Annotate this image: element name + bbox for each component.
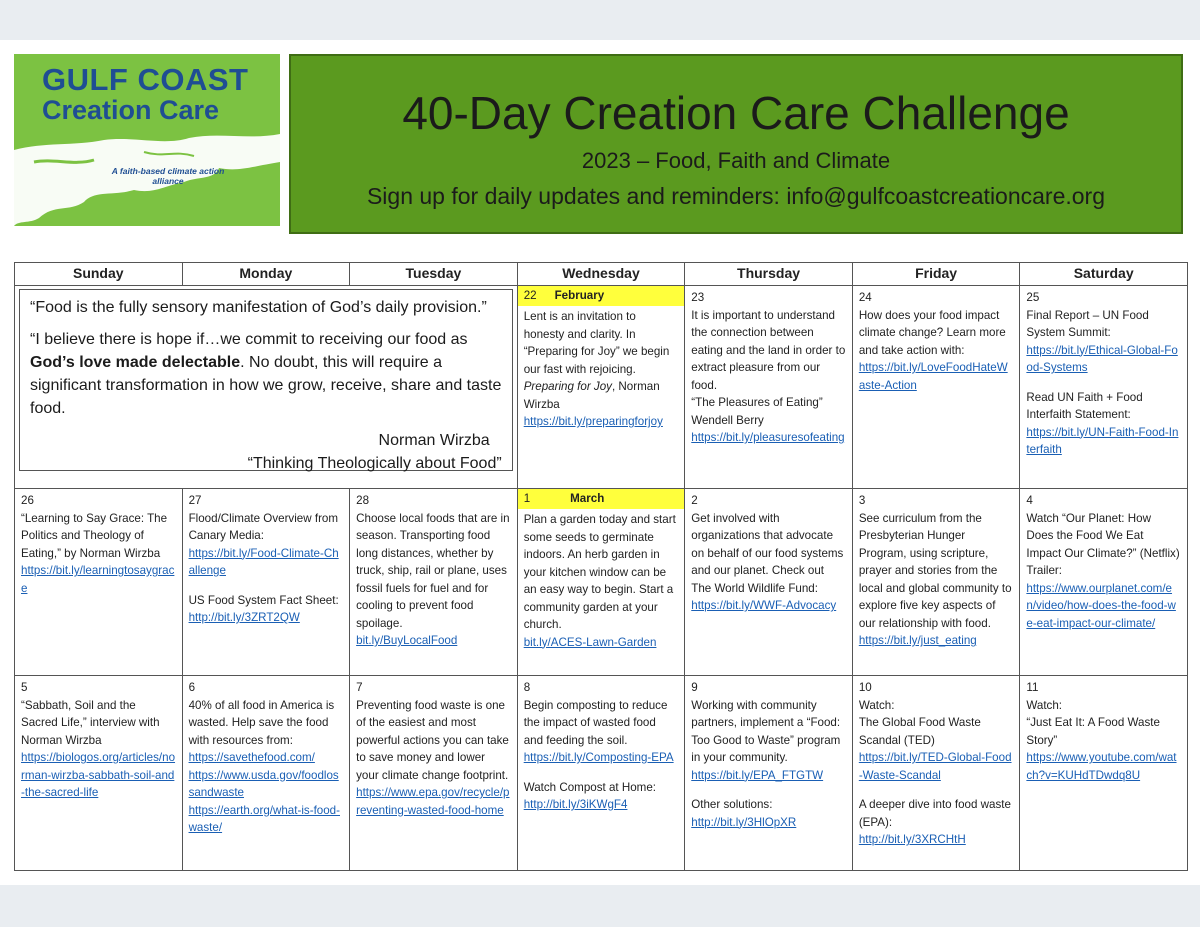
day-text: 40% of all food in America is wasted. Help save the food with resources from:	[188, 698, 335, 747]
week-row-1	[15, 286, 1188, 489]
day-cell-mar-8	[517, 676, 685, 871]
day-cell-feb-23	[685, 286, 853, 489]
day-cell-mar-5	[15, 676, 183, 871]
day-text: Watch:	[1026, 698, 1063, 712]
day-number: 24	[858, 291, 872, 304]
header-sunday: Sunday	[15, 263, 183, 286]
month-label: February	[554, 289, 605, 302]
day-link[interactable]: https://biologos.org/articles/norman-wirzba-sabbath-soil-and-the-sacred-life	[21, 751, 176, 799]
day-link[interactable]: http://bit.ly/3HlOpXR	[691, 815, 797, 829]
day-link[interactable]: bit.ly/BuyLocalFood	[356, 634, 458, 647]
day-text: The Global Food Waste Scandal (TED)	[858, 716, 981, 747]
day-number: 2	[691, 494, 698, 507]
day-link[interactable]: http://bit.ly/3XRCHtH	[858, 833, 966, 846]
day-cell-mar-4	[1020, 489, 1188, 676]
quote-paragraph-1: “Food is the fully sensory manifestation of God’s daily provision.”	[30, 299, 487, 316]
day-cell-mar-1	[517, 489, 685, 676]
day-number: 25	[1026, 291, 1040, 304]
day-text: See curriculum from the Presbyterian Hunger Program, using scripture, prayer and stories from the local and global community to explore five key aspects of our relationship with food.	[858, 511, 1012, 630]
day-text: Read UN Faith + Food Interfaith Statement:	[1026, 390, 1143, 421]
day-text: “Sabbath, Soil and the Sacred Life,” interview with Norman Wirzba	[21, 698, 160, 747]
day-link[interactable]: https://bit.ly/Ethical-Global-Food-Systems	[1026, 343, 1178, 374]
header-tuesday: Tuesday	[350, 263, 518, 286]
day-link[interactable]: https://bit.ly/LoveFoodHateWaste-Action	[858, 361, 1008, 392]
day-link[interactable]: https://bit.ly/learningtosaygrace	[21, 564, 175, 595]
day-link[interactable]: https://www.epa.gov/recycle/preventing-wasted-food-home	[356, 786, 510, 817]
spacer	[1026, 377, 1181, 389]
header-saturday: Saturday	[1020, 263, 1188, 286]
day-cell-mar-6	[182, 676, 350, 871]
day-number: 10	[858, 681, 872, 694]
day-link[interactable]: https://www.usda.gov/foodlossandwaste	[188, 768, 339, 799]
day-link[interactable]: https://bit.ly/Food-Climate-Challenge	[188, 546, 339, 577]
day-text: “Learning to Say Grace: The Politics and Theology of Eating,” by Norman Wirzba	[21, 511, 168, 560]
date-highlight	[518, 489, 685, 509]
weekday-header-row	[15, 263, 1188, 286]
day-text: Watch:	[858, 698, 895, 712]
day-link[interactable]: https://bit.ly/UN-Faith-Food-Interfaith	[1026, 425, 1179, 456]
day-text: Plan a garden today and start some seeds to germinate indoors. An herb garden in your kitchen window can be an easy way to begin. Start a community garden at your church.	[523, 513, 676, 631]
signup-text: Sign up for daily updates and reminders: info@gulfcoastcreationcare.org	[366, 183, 1106, 209]
day-text: It is important to understand the connection between eating and the land in order to extract pleasure from our food.	[691, 308, 846, 392]
quote-cell	[15, 286, 518, 489]
day-link[interactable]: https://earth.org/what-is-food-waste/	[188, 803, 340, 834]
day-link[interactable]: http://bit.ly/3iKWgF4	[523, 798, 628, 811]
day-number: 23	[691, 291, 705, 304]
quote-box	[19, 289, 513, 471]
day-cell-feb-22	[517, 286, 685, 489]
week-row-2	[15, 489, 1188, 676]
day-text: Final Report – UN Food System Summit:	[1026, 308, 1149, 339]
quote-source: “Thinking Theologically about Food”	[247, 455, 502, 472]
day-cell-mar-11	[1020, 676, 1188, 871]
day-cell-feb-24	[852, 286, 1020, 489]
day-link[interactable]: https://bit.ly/WWF-Advocacy	[691, 599, 837, 612]
spacer	[189, 580, 344, 592]
day-number: 1	[523, 492, 531, 505]
day-text: Other solutions:	[691, 798, 773, 811]
day-cell-feb-25	[1020, 286, 1188, 489]
day-link[interactable]: http://bit.ly/3ZRT2QW	[188, 611, 300, 624]
gulf-coast-logo	[14, 54, 280, 226]
logo-line-2: Creation Care	[42, 95, 220, 125]
day-text: Preventing food waste is one of the easiest and most powerful actions you can take to save money and lower your climate change footprint.	[356, 698, 509, 782]
day-text: Watch “Our Planet: How Does the Food We Eat Impact Our Climate?” (Netflix)	[1026, 511, 1180, 560]
header-friday: Friday	[852, 263, 1020, 286]
day-number: 27	[188, 494, 202, 507]
quote-text: . No doubt, this will require a significant transformation in how we grow, receive, share and taste food.	[30, 354, 502, 417]
day-number: 7	[356, 681, 363, 694]
day-number: 28	[356, 494, 370, 507]
page-title: 40-Day Creation Care Challenge	[402, 87, 1070, 139]
day-link[interactable]: https://bit.ly/EPA_FTGTW	[691, 768, 824, 782]
day-text: Flood/Climate Overview from Canary Media:	[188, 511, 339, 542]
day-text: Working with community partners, implement a “Food: Too Good to Waste” program in your community.	[691, 698, 841, 764]
spacer	[859, 784, 1014, 796]
day-text: Get involved with organizations that advocate on behalf of our food systems and our planet. Check out The World Wildlife Fund:	[691, 511, 844, 595]
day-cell-mar-9	[685, 676, 853, 871]
quote-author: Norman Wirzba	[378, 432, 490, 449]
day-cell-mar-7	[350, 676, 518, 871]
day-link[interactable]: https://bit.ly/just_eating	[858, 634, 977, 647]
date-highlight	[518, 286, 685, 306]
header-thursday: Thursday	[685, 263, 853, 286]
day-link[interactable]: https://bit.ly/TED-Global-Food-Waste-Scandal	[858, 751, 1012, 782]
quote-text: “I believe there is hope if…we commit to receiving our food as	[30, 331, 468, 348]
day-text: “The Pleasures of Eating” Wendell Berry	[691, 396, 823, 427]
day-number: 8	[523, 681, 531, 694]
day-text: Lent is an invitation to honesty and clarity. In “Preparing for Joy” we begin our fast with rejoicing.	[523, 310, 670, 376]
week-row-3	[15, 676, 1188, 871]
calendar-table	[14, 262, 1188, 871]
day-text-italic: Preparing for Joy	[523, 380, 612, 393]
day-link[interactable]: https://savethefood.com/	[188, 751, 315, 764]
header-wednesday: Wednesday	[517, 263, 685, 286]
day-cell-mar-10	[852, 676, 1020, 871]
header-monday: Monday	[182, 263, 350, 286]
spacer	[691, 784, 846, 796]
day-link[interactable]: https://bit.ly/Composting-EPA	[523, 751, 674, 764]
day-text: Watch Compost at Home:	[523, 780, 656, 794]
day-cell-feb-26	[15, 489, 183, 676]
day-number: 22	[523, 289, 537, 302]
day-cell-mar-2	[685, 489, 853, 676]
day-link[interactable]: https://bit.ly/pleasuresofeating	[691, 431, 845, 444]
page-subtitle: 2023 – Food, Faith and Climate	[581, 148, 891, 173]
day-text: “Just Eat It: A Food Waste Story”	[1026, 716, 1160, 747]
day-link[interactable]: bit.ly/ACES-Lawn-Garden	[523, 635, 657, 649]
day-cell-feb-27	[182, 489, 350, 676]
day-link[interactable]: https://bit.ly/preparingforjoy	[523, 415, 663, 428]
day-text: Choose local foods that are in season. Transporting food long distances, whether by truck, ship, rail or plane, uses fossil fuels for fuel and for cooling to prevent food spoilage.	[356, 511, 510, 630]
logo-line-1: GULF COAST	[42, 62, 249, 97]
logo-tagline: A faith-based climate action alliance	[111, 166, 225, 186]
day-text: Trailer:	[1026, 564, 1063, 577]
day-cell-mar-3	[852, 489, 1020, 676]
day-number: 11	[1026, 681, 1039, 694]
day-number: 4	[1026, 494, 1033, 507]
day-cell-feb-28	[350, 489, 518, 676]
quote-emphasis: God’s love made delectable	[30, 354, 241, 371]
spacer	[524, 767, 679, 779]
month-label: March	[570, 492, 605, 505]
day-text: Begin composting to reduce the impact of wasted food and feeding the soil.	[523, 698, 668, 747]
day-link[interactable]: https://www.youtube.com/watch?v=KUHdTDwdq8U	[1026, 751, 1177, 782]
day-number: 26	[21, 494, 34, 507]
quote-paragraph-2	[30, 328, 502, 420]
day-number: 9	[691, 681, 698, 694]
day-text: , Norman Wirzba	[523, 380, 660, 411]
day-number: 6	[188, 681, 196, 694]
day-link[interactable]: https://www.ourplanet.com/en/video/how-does-the-food-we-eat-impact-our-climate/	[1026, 581, 1176, 630]
day-number: 5	[21, 681, 28, 694]
day-text: A deeper dive into food waste (EPA):	[858, 798, 1011, 829]
day-number: 3	[858, 494, 866, 507]
title-banner	[289, 54, 1183, 234]
day-text: How does your food impact climate change? Learn more and take action with:	[858, 308, 1006, 357]
day-text: US Food System Fact Sheet:	[188, 593, 339, 607]
